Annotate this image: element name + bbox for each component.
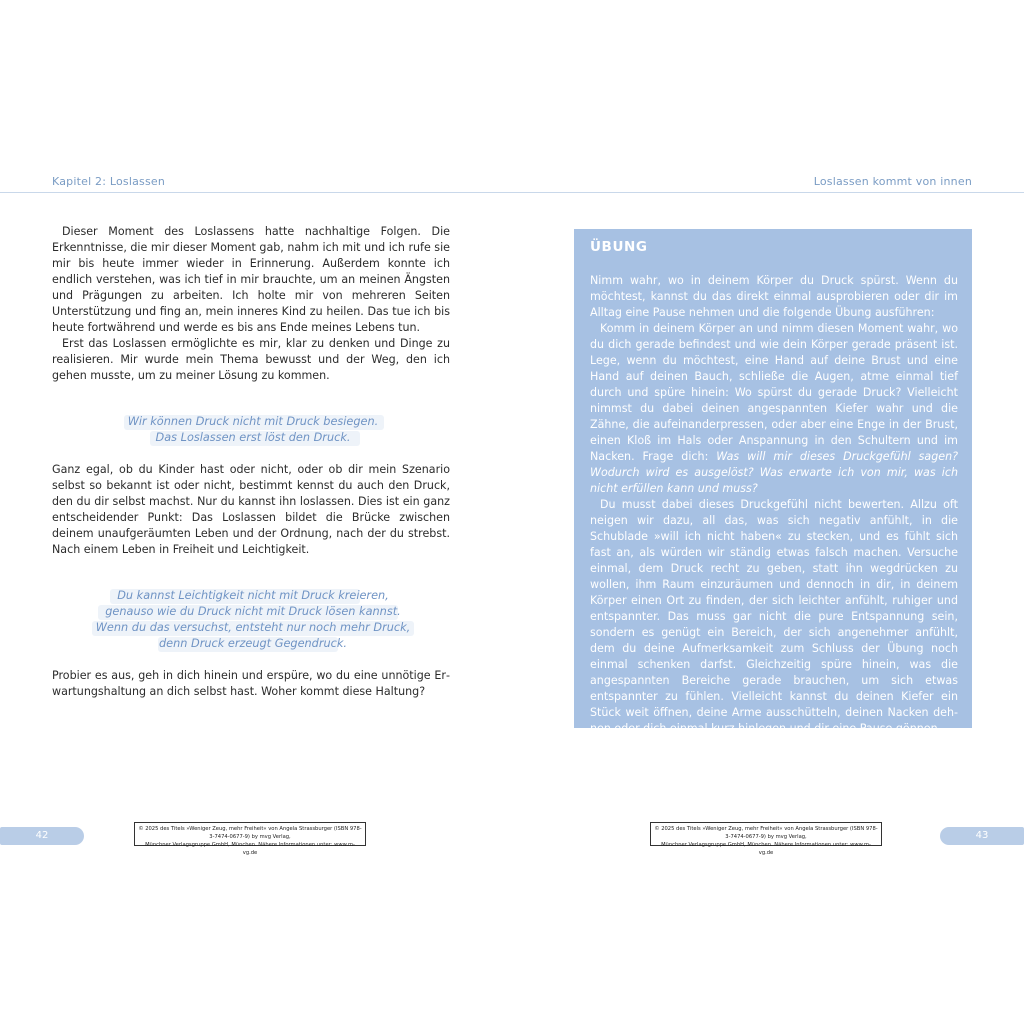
paragraph: Erst das Loslassen ermöglichte es mir, klar zu denken und Dinge zu realisieren. Mir wurde mein Thema bewusst und der Weg, den ich gehen musste, um zu meiner Lösung zu kommen.	[52, 337, 450, 382]
copyright-line: Münchner Verlagsgruppe GmbH, München. Nähere Informationen unter: www.m-vg.de	[145, 842, 355, 856]
paragraph: Probier es aus, geh in dich hinein und erspüre, wo du eine unnötige Erwartungshaltung an dich selbst hast. Woher kommt diese Haltung?	[52, 669, 450, 698]
pull-quote-1	[110, 414, 396, 446]
italic-questions: Was will mir dieses Druckgefühl sagen? Wodurch wird es ausgelöst? Was erwarte ich von mir, was ich nicht erfüllen kann und muss?	[590, 450, 959, 495]
quote-line: Wenn du das versuchst, entsteht nur noch mehr Druck,	[95, 621, 411, 634]
paragraph	[590, 321, 958, 497]
paragraph: Nimm wahr, wo in deinem Körper du Druck spürst. Wenn du möchtest, kannst du das direkt einmal ausprobieren oder dir im Alltag eine Pause nehmen und die folgende Übung ausführen:	[590, 274, 958, 319]
quote-line: Wir können Druck nicht mit Druck besiegen.	[127, 415, 379, 428]
quote-line: Das Loslassen erst löst den Druck.	[155, 431, 351, 444]
header-rule	[0, 192, 1024, 193]
left-body-block-2	[52, 462, 450, 558]
copyright-notice-left	[134, 822, 366, 856]
exercise-title: ÜBUNG	[590, 239, 648, 255]
running-header-chapter: Kapitel 2: Loslassen	[52, 175, 166, 188]
paragraph: Dieser Moment des Loslassens hatte nachhaltige Folgen. Die Erkenntnisse, die mir dieser Moment gab, nahm ich mit und ich rufe sie mir bis heute immer wieder in Erinnerung. Außerdem konnte ich endlich verstehen, was ich tief in mir brauchte, um an meinen Ängsten und Prägungen zu arbeiten. Ich holte mir von mehreren Seiten Unterstützung und fing an, mein inneres Kind zu heilen. Das tue ich bis heute fortwährend und werde es bis ans Ende meines Lebens tun.	[52, 225, 450, 334]
copyright-notice-right	[650, 822, 882, 856]
exercise-text	[590, 273, 958, 737]
left-body-block-3	[52, 668, 450, 700]
running-header-section: Loslassen kommt von innen	[813, 175, 972, 188]
quote-line: denn Druck erzeugt Gegendruck.	[158, 637, 347, 650]
page-number-left: 42	[0, 827, 84, 845]
pull-quote-2	[88, 588, 418, 652]
paragraph-text: Komm in deinem Körper an und nimm diesen Moment wahr, wo du dich gerade befindest und wie dein Körper gerade präsent ist. Lege, wenn du möchtest, eine Hand auf deine Brust und eine Hand auf deinen Bauch, schließe die Augen, atme einmal tief durch und spüre hinein: Wo spürst du gerade Druck? Vielleicht nimmst du dabei deinen angespannten Kiefer wahr und die Zähne, die aufeinanderpressen, oder aber eine Enge in der Brust, einen Kloß im Hals oder Anspannung in den Schultern und im Nacken. Frage dich:	[590, 322, 958, 463]
exercise-box	[574, 229, 972, 735]
copyright-line: © 2025 des Titels »Weniger Zeug, mehr Freiheit« von Angela Strassburger (ISBN 978-3-7474-0677-9) by mvg Verlag,	[138, 826, 362, 840]
left-body-block-1	[52, 224, 450, 384]
paragraph: Du musst dabei dieses Druckgefühl nicht bewerten. Allzu oft neigen wir dazu, all das, was sich negativ anfühlt, in die Schublade »will ich nicht haben« zu stecken, und es fühlt sich fast an, als würden wir ständig etwas falsch machen. Versuche einmal, dem Druck recht zu geben, statt ihn wegdrücken zu wollen, ihm Raum einzuräumen und dennoch in dir, in deinem Körper einen Ort zu finden, der sich leichter anfühlt, ruhiger und entspannter. Das muss gar nicht die pure Entspannung sein, sondern es genügt ein Bereich, der sich angenehmer anfühlt, dem du deine Aufmerksamkeit zum Schluss der Übung noch einmal schenken darfst. Gleichzeitig spüre hinein, was die angespannten Bereiche gerade brauchen, um sich etwas entspannter zu fühlen. Vielleicht kannst du deinen Kiefer ein Stück weit öffnen, deine Arme ausschütteln, deinen Nacken dehnen oder dich einmal kurz hinlegen und dir eine Pause gönnen.	[590, 498, 958, 735]
paragraph: Ganz egal, ob du Kinder hast oder nicht, oder ob dir mein Szenario selbst so bekannt ist oder nicht, bestimmt kennst du auch den Druck, den du dir selbst machst. Nur du kannst ihn loslassen. Dies ist ein ganz entscheidender Punkt: Das Loslassen bildet die Brücke zwischen deinem unaufgeräumten Leben und der Ordnung, nach der du strebst. Nach einem Leben in Freiheit und Leichtigkeit.	[52, 463, 450, 556]
quote-line: genauso wie du Druck nicht mit Druck lösen kannst.	[105, 605, 401, 618]
quote-line: Du kannst Leichtigkeit nicht mit Druck kreieren,	[117, 589, 389, 602]
copyright-line: Münchner Verlagsgruppe GmbH, München. Nähere Informationen unter: www.m-vg.de	[661, 842, 871, 856]
copyright-line: © 2025 des Titels »Weniger Zeug, mehr Freiheit« von Angela Strassburger (ISBN 978-3-7474-0677-9) by mvg Verlag,	[654, 826, 878, 840]
page-number-right: 43	[940, 827, 1024, 845]
